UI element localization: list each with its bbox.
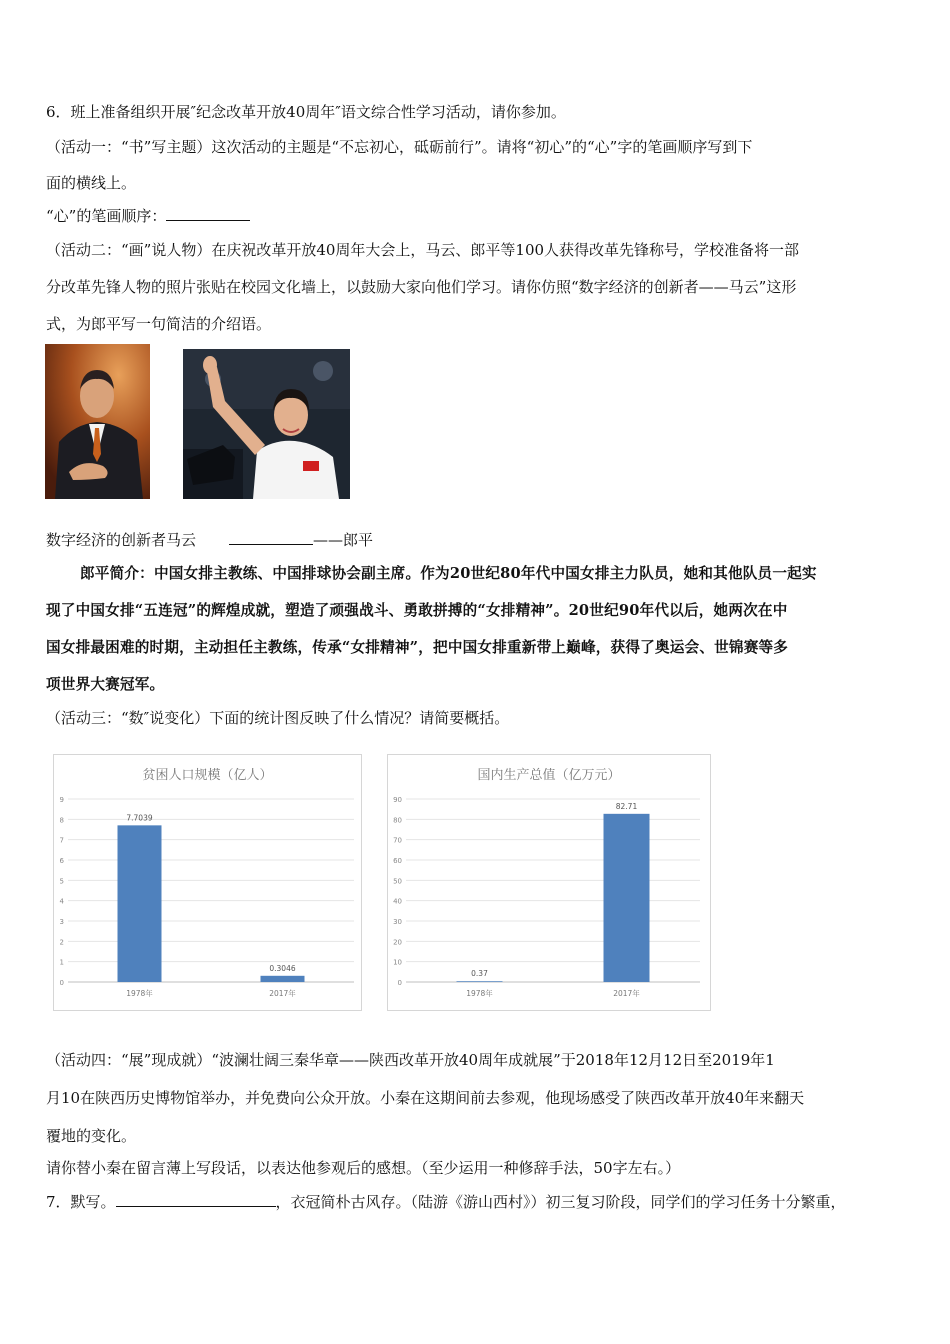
y-tick-label: 30 xyxy=(393,918,402,926)
bar-1978年 xyxy=(118,825,162,982)
activity-4-text-cont: 月10在陕西历史博物馆举办，并免费向公众开放。小秦在这期间前去参观，他现场感受了陕西改革开放40年来翻天 xyxy=(46,1089,805,1107)
activity-3-text: （活动三：“数″说变化）下面的统计图反映了什么情况？请简要概括。 xyxy=(46,709,510,727)
y-tick-label: 1 xyxy=(59,958,64,967)
y-tick-label: 5 xyxy=(59,877,64,886)
intro-line: 数字经济的创新者马云 ——郎平 xyxy=(46,531,374,549)
chart-poverty xyxy=(53,754,362,1011)
bio-line-1: 郎平简介：中国女排主教练、中国排球协会副主席。作为20世纪80年代中国女排主力队员，她和其他队员一起实 xyxy=(80,565,817,582)
chart-gdp-svg xyxy=(388,755,710,1010)
activity-2-text: （活动二：“画”说人物）在庆祝改革开放40周年大会上，马云、郎平等100人获得改革先锋称号，学校准备将一部 xyxy=(46,241,800,259)
activity-4-text: （活动四：“展”现成就）“波澜壮阔三秦华章——陕西改革开放40周年成就展”于2018年12月12日至2019年1 xyxy=(46,1051,775,1069)
bar-2017年 xyxy=(261,976,305,982)
x-tick-label: 2017年 xyxy=(269,989,296,998)
y-tick-label: 70 xyxy=(393,836,402,845)
chart-title: 国内生产总值（亿万元） xyxy=(477,768,621,783)
chart-title: 贫困人口规模（亿人） xyxy=(142,768,273,783)
y-tick-label: 8 xyxy=(59,816,64,825)
photo-lang-ping xyxy=(183,349,350,499)
data-label: 0.37 xyxy=(471,969,488,979)
activity-4-text-end: 覆地的变化。 xyxy=(46,1127,137,1145)
question-7: 7．默写。 ，衣冠简朴古风存。（陆游《游山西村》）初三复习阶段，同学们的学习任务十分繁重， xyxy=(46,1193,846,1211)
y-tick-label: 0 xyxy=(59,979,64,987)
activity-1-text: （活动一：“书”写主题）这次活动的主题是“不忘初心，砥砺前行”。请将“初心”的“心”字的笔画顺序写到下 xyxy=(46,138,753,156)
x-tick-label: 1978年 xyxy=(466,989,493,998)
y-tick-label: 40 xyxy=(393,897,402,906)
y-tick-label: 2 xyxy=(59,938,64,947)
y-tick-label: 60 xyxy=(393,857,402,865)
bar-2017年 xyxy=(604,814,650,982)
stroke-order-prompt: “心”的笔画顺序： xyxy=(46,206,250,226)
data-label: 7.7039 xyxy=(126,813,153,823)
y-tick-label: 6 xyxy=(59,857,64,865)
x-tick-label: 2017年 xyxy=(613,989,640,998)
y-tick-label: 80 xyxy=(393,816,402,825)
y-tick-label: 3 xyxy=(59,918,64,926)
bio-line-2: 现了中国女排“五连冠”的辉煌成就，塑造了顽强战斗、勇敢拼搏的“女排精神”。20世纪90年代以后，她两次在中 xyxy=(46,602,788,619)
y-tick-label: 0 xyxy=(397,979,402,987)
chart-gdp xyxy=(387,754,711,1011)
photo-ma-yun xyxy=(45,344,150,499)
y-tick-label: 50 xyxy=(393,877,402,886)
question-6-intro: 6．班上准备组织开展″纪念改革开放40周年″语文综合性学习活动，请你参加。 xyxy=(46,103,566,121)
data-label: 0.3046 xyxy=(269,963,296,973)
y-tick-label: 4 xyxy=(59,897,64,906)
activity-2-text-end: 式，为郎平写一句简洁的介绍语。 xyxy=(46,315,272,333)
lang-ping-intro-blank[interactable] xyxy=(229,530,313,545)
y-tick-label: 9 xyxy=(59,796,64,804)
x-tick-label: 1978年 xyxy=(126,989,153,998)
activity-2-text-cont: 分改革先锋人物的照片张贴在校园文化墙上，以鼓励大家向他们学习。请你仿照“数字经济的创新者——马云”这形 xyxy=(46,278,797,296)
activity-1-text-cont: 面的横线上。 xyxy=(46,174,137,192)
y-tick-label: 7 xyxy=(59,836,64,845)
stroke-order-blank[interactable] xyxy=(166,206,250,221)
chart-poverty-svg xyxy=(54,755,361,1010)
bio-line-4: 项世界大赛冠军。 xyxy=(46,676,165,693)
y-tick-label: 20 xyxy=(393,938,402,947)
y-tick-label: 90 xyxy=(393,796,402,804)
bar-1978年 xyxy=(457,981,503,982)
y-tick-label: 10 xyxy=(393,958,402,967)
activity-4-task: 请你替小秦在留言薄上写段话，以表达他参观后的感想。（至少运用一种修辞手法，50字左右。） xyxy=(46,1159,681,1177)
data-label: 82.71 xyxy=(615,801,638,811)
bio-line-3: 国女排最困难的时期，主动担任主教练，传承“女排精神”，把中国女排重新带上巅峰，获得了奥运会、世锦赛等多 xyxy=(46,639,789,656)
dictation-blank[interactable] xyxy=(116,1192,276,1207)
